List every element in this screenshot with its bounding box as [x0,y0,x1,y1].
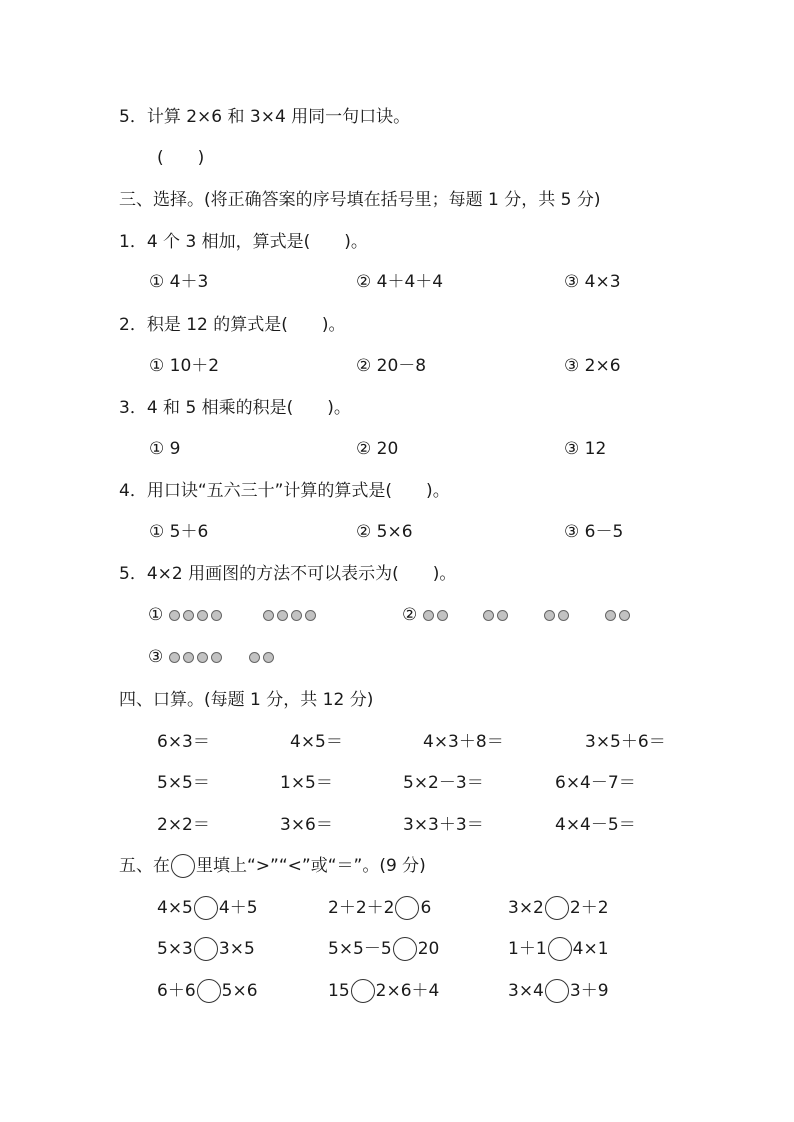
mental-math-item[interactable]: 6×3＝ [157,732,210,752]
section-5-heading-pre: 五、在 [119,856,170,876]
option-marker: ② [402,605,418,625]
compare-item [328,896,431,920]
dot-icon [619,610,630,621]
dot-icon [249,652,260,663]
question-4-options [0,520,794,544]
option-2[interactable]: ② 5×6 [356,522,413,542]
compare-circle[interactable] [194,937,218,961]
compare-right: 20 [417,939,440,959]
option-3[interactable]: ③ 4×3 [564,272,621,292]
mental-math-row [0,771,794,795]
option-marker: ③ [148,647,164,667]
compare-item [157,896,258,920]
dot-icon [305,610,316,621]
circle-icon [171,854,195,878]
compare-right: 4×1 [572,939,609,959]
dot-icon [183,652,194,663]
dot-icon [169,610,180,621]
compare-row [0,979,794,1003]
dot-icon [197,610,208,621]
question-5-options-row-2 [0,645,794,669]
compare-left: 3×2 [508,898,544,918]
dot-group [249,647,277,667]
section-4-heading: 四、口算。(每题 1 分，共 12 分) [119,690,374,710]
compare-item [508,896,609,920]
answer-blank[interactable]: ( ) [157,148,205,168]
question-4: 4．用口诀“五六三十”计算的算式是( )。 [119,481,450,501]
compare-circle[interactable] [197,979,221,1003]
option-3[interactable] [148,645,277,669]
mental-math-item[interactable]: 3×5＋6＝ [585,732,666,752]
dot-group [605,605,633,625]
compare-item [328,937,439,961]
mental-math-item[interactable]: 6×4－7＝ [555,773,636,793]
compare-circle[interactable] [548,937,572,961]
compare-left: 3×4 [508,981,544,1001]
section-3-heading: 三、选择。(将正确答案的序号填在括号里；每题 1 分，共 5 分) [119,190,601,210]
dot-group [423,605,451,625]
dot-group [169,647,225,667]
compare-right: 3＋9 [569,981,609,1001]
dot-icon [263,610,274,621]
dot-icon [169,652,180,663]
mental-math-item[interactable]: 5×2－3＝ [403,773,484,793]
option-1[interactable]: ① 4＋3 [149,272,209,292]
section-5-heading [0,854,794,878]
compare-right: 4＋5 [218,898,258,918]
compare-left: 15 [328,981,350,1001]
dot-icon [483,610,494,621]
dot-icon [211,652,222,663]
compare-right: 2×6＋4 [375,981,440,1001]
dot-icon [183,610,194,621]
dot-icon [211,610,222,621]
dot-icon [197,652,208,663]
question-5: 5．4×2 用画图的方法不可以表示为( )。 [119,564,457,584]
option-1[interactable]: ① 9 [149,439,181,459]
compare-row [0,937,794,961]
dot-group [169,605,225,625]
compare-item [157,937,255,961]
dot-icon [497,610,508,621]
question-5-prev: 5．计算 2×6 和 3×4 用同一句口诀。 [119,107,411,127]
dot-icon [423,610,434,621]
compare-item [508,937,609,961]
dot-icon [605,610,616,621]
question-2: 2．积是 12 的算式是( )。 [119,315,346,335]
compare-left: 5×3 [157,939,193,959]
compare-left: 4×5 [157,898,193,918]
mental-math-row [0,813,794,837]
mental-math-item[interactable]: 4×4－5＝ [555,815,636,835]
option-2[interactable]: ② 20 [356,439,399,459]
option-marker: ① [148,605,164,625]
compare-right: 2＋2 [569,898,609,918]
option-2[interactable] [402,603,633,627]
compare-circle[interactable] [194,896,218,920]
dot-icon [291,610,302,621]
compare-left: 2＋2＋2 [328,898,395,918]
question-5-options-row-1 [0,603,794,627]
compare-row [0,896,794,920]
mental-math-item[interactable]: 2×2＝ [157,815,210,835]
compare-left: 6＋6 [157,981,196,1001]
dot-icon [277,610,288,621]
dot-icon [437,610,448,621]
option-2[interactable]: ② 20－8 [356,356,427,376]
question-3: 3．4 和 5 相乘的积是( )。 [119,398,351,418]
compare-item [508,979,609,1003]
mental-math-item[interactable]: 1×5＝ [280,773,333,793]
mental-math-item[interactable]: 4×3＋8＝ [423,732,504,752]
mental-math-item[interactable]: 3×6＝ [280,815,333,835]
compare-circle[interactable] [351,979,375,1003]
compare-right: 3×5 [218,939,255,959]
mental-math-row [0,730,794,754]
option-1[interactable]: ① 10＋2 [149,356,220,376]
compare-circle[interactable] [545,979,569,1003]
option-2[interactable]: ② 4＋4＋4 [356,272,444,292]
compare-item [328,979,439,1003]
dot-group [483,605,511,625]
dot-group [263,605,319,625]
section-5-heading-post: 里填上“>”“<”或“＝”。(9 分) [196,856,426,876]
compare-circle[interactable] [545,896,569,920]
option-1[interactable]: ① 5＋6 [149,522,209,542]
dot-icon [263,652,274,663]
question-2-options [0,354,794,378]
dot-icon [558,610,569,621]
compare-item [157,979,258,1003]
option-3[interactable]: ③ 6－5 [564,522,624,542]
option-1[interactable] [148,603,319,627]
dot-group [544,605,572,625]
compare-circle[interactable] [395,896,419,920]
question-3-options [0,437,794,461]
mental-math-item[interactable]: 3×3＋3＝ [403,815,484,835]
mental-math-item[interactable]: 4×5＝ [290,732,343,752]
option-3[interactable]: ③ 2×6 [564,356,621,376]
question-1: 1．4 个 3 相加，算式是( )。 [119,232,368,252]
compare-left: 5×5－5 [328,939,392,959]
compare-right: 6 [420,898,432,918]
compare-right: 5×6 [221,981,258,1001]
compare-left: 1＋1 [508,939,547,959]
question-1-options [0,270,794,294]
mental-math-item[interactable]: 5×5＝ [157,773,210,793]
dot-icon [544,610,555,621]
compare-circle[interactable] [393,937,417,961]
option-3[interactable]: ③ 12 [564,439,607,459]
